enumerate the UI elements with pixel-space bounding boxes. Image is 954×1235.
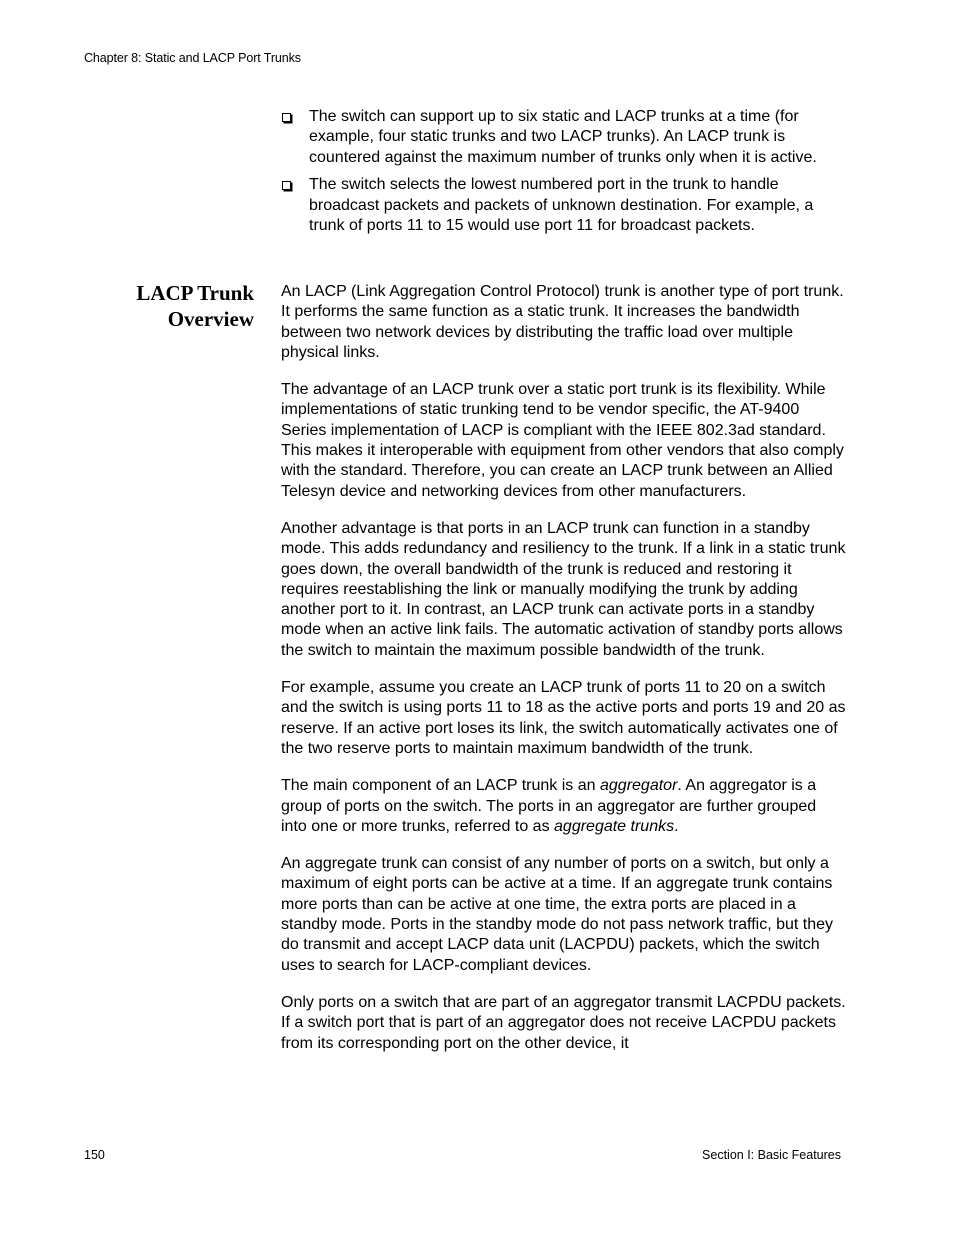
bullet-text: The switch selects the lowest numbered port in the trunk to handle broadcast packets and packets of unknown destination. For example, a trunk of ports 11 to 15 would use port 11 for broadcast packets. [309,176,814,235]
paragraph-text: . An aggregator is a group of ports on the switch. The ports in an aggregator are further grouped into one or more trunks, referred to as [281,777,817,835]
body-text [281,282,846,1071]
section-heading [84,280,254,332]
checkbox-bullet-icon [282,181,291,190]
section-heading-line2: Overview [167,307,254,331]
paragraph-text: . [674,817,679,835]
paragraph-text: The main component of an LACP trunk is an [281,777,600,795]
bullet-text: The switch can support up to six static and LACP trunks at a time (for example, four static trunks and two LACP trunks). An LACP trunk is countered against the maximum number of trunks only when it is active. [309,108,817,166]
paragraph: An aggregate trunk can consist of any number of ports on a switch, but only a maximum of eight ports can be active at a time. If an aggregate trunk contains more ports than can be active at one time, the extra ports are placed in a standby mode. Ports in the standby mode do not pass network traffic, but they do transmit and accept LACP data unit (LACPDU) packets, which the switch uses to search for LACP-compliant devices. [281,855,834,974]
bullet-list [281,107,841,243]
running-header: Chapter 8: Static and LACP Port Trunks [84,51,301,65]
term-aggregate-trunks: aggregate trunks [554,817,675,835]
paragraph: Only ports on a switch that are part of an aggregator transmit LACPDU packets. If a switch port that is part of an aggregator does not receive LACPDU packets from its corresponding port on the other device, it [281,993,846,1052]
paragraph: The advantage of an LACP trunk over a static port trunk is its flexibility. While implementations of static trunking tend to be vendor specific, the AT-9400 Series implementation of LACP is compliant with the IEEE 802.3ad standard. This makes it interoperable with equipment from other vendors that also comply with the standard. Therefore, you can create an LACP trunk between an Allied Telesyn device and networking devices from other manufacturers. [281,381,844,500]
page-number: 150 [84,1148,105,1162]
paragraph: For example, assume you create an LACP trunk of ports 11 to 20 on a switch and the switch is using ports 11 to 18 as the active ports and ports 19 and 20 as reserve. If an active port loses its link, the switch automatically activates one of the two reserve ports to maintain maximum bandwidth of the trunk. [281,679,846,757]
bullet-item [281,107,841,168]
paragraph: Another advantage is that ports in an LACP trunk can function in a standby mode. This adds redundancy and resiliency to the trunk. If a link in a static trunk goes down, the overall bandwidth of the trunk is reduced and restoring it requires reestablishing the link or manually modifying the trunk by adding another port to it. In contrast, an LACP trunk can activate ports in a standby mode when an active link fails. The automatic activation of standby ports allows the switch to maintain the maximum possible bandwidth of the trunk. [281,519,846,659]
paragraph: An LACP (Link Aggregation Control Protocol) trunk is another type of port trunk. It performs the same function as a static trunk. It increases the bandwidth between two network devices by distributing the traffic load over multiple physical links. [281,283,844,361]
section-heading-line1: LACP Trunk [136,281,254,305]
footer-section: Section I: Basic Features [702,1148,841,1162]
term-aggregator: aggregator [600,777,678,795]
checkbox-bullet-icon [282,113,291,122]
paragraph [281,776,846,837]
bullet-item [281,175,841,236]
